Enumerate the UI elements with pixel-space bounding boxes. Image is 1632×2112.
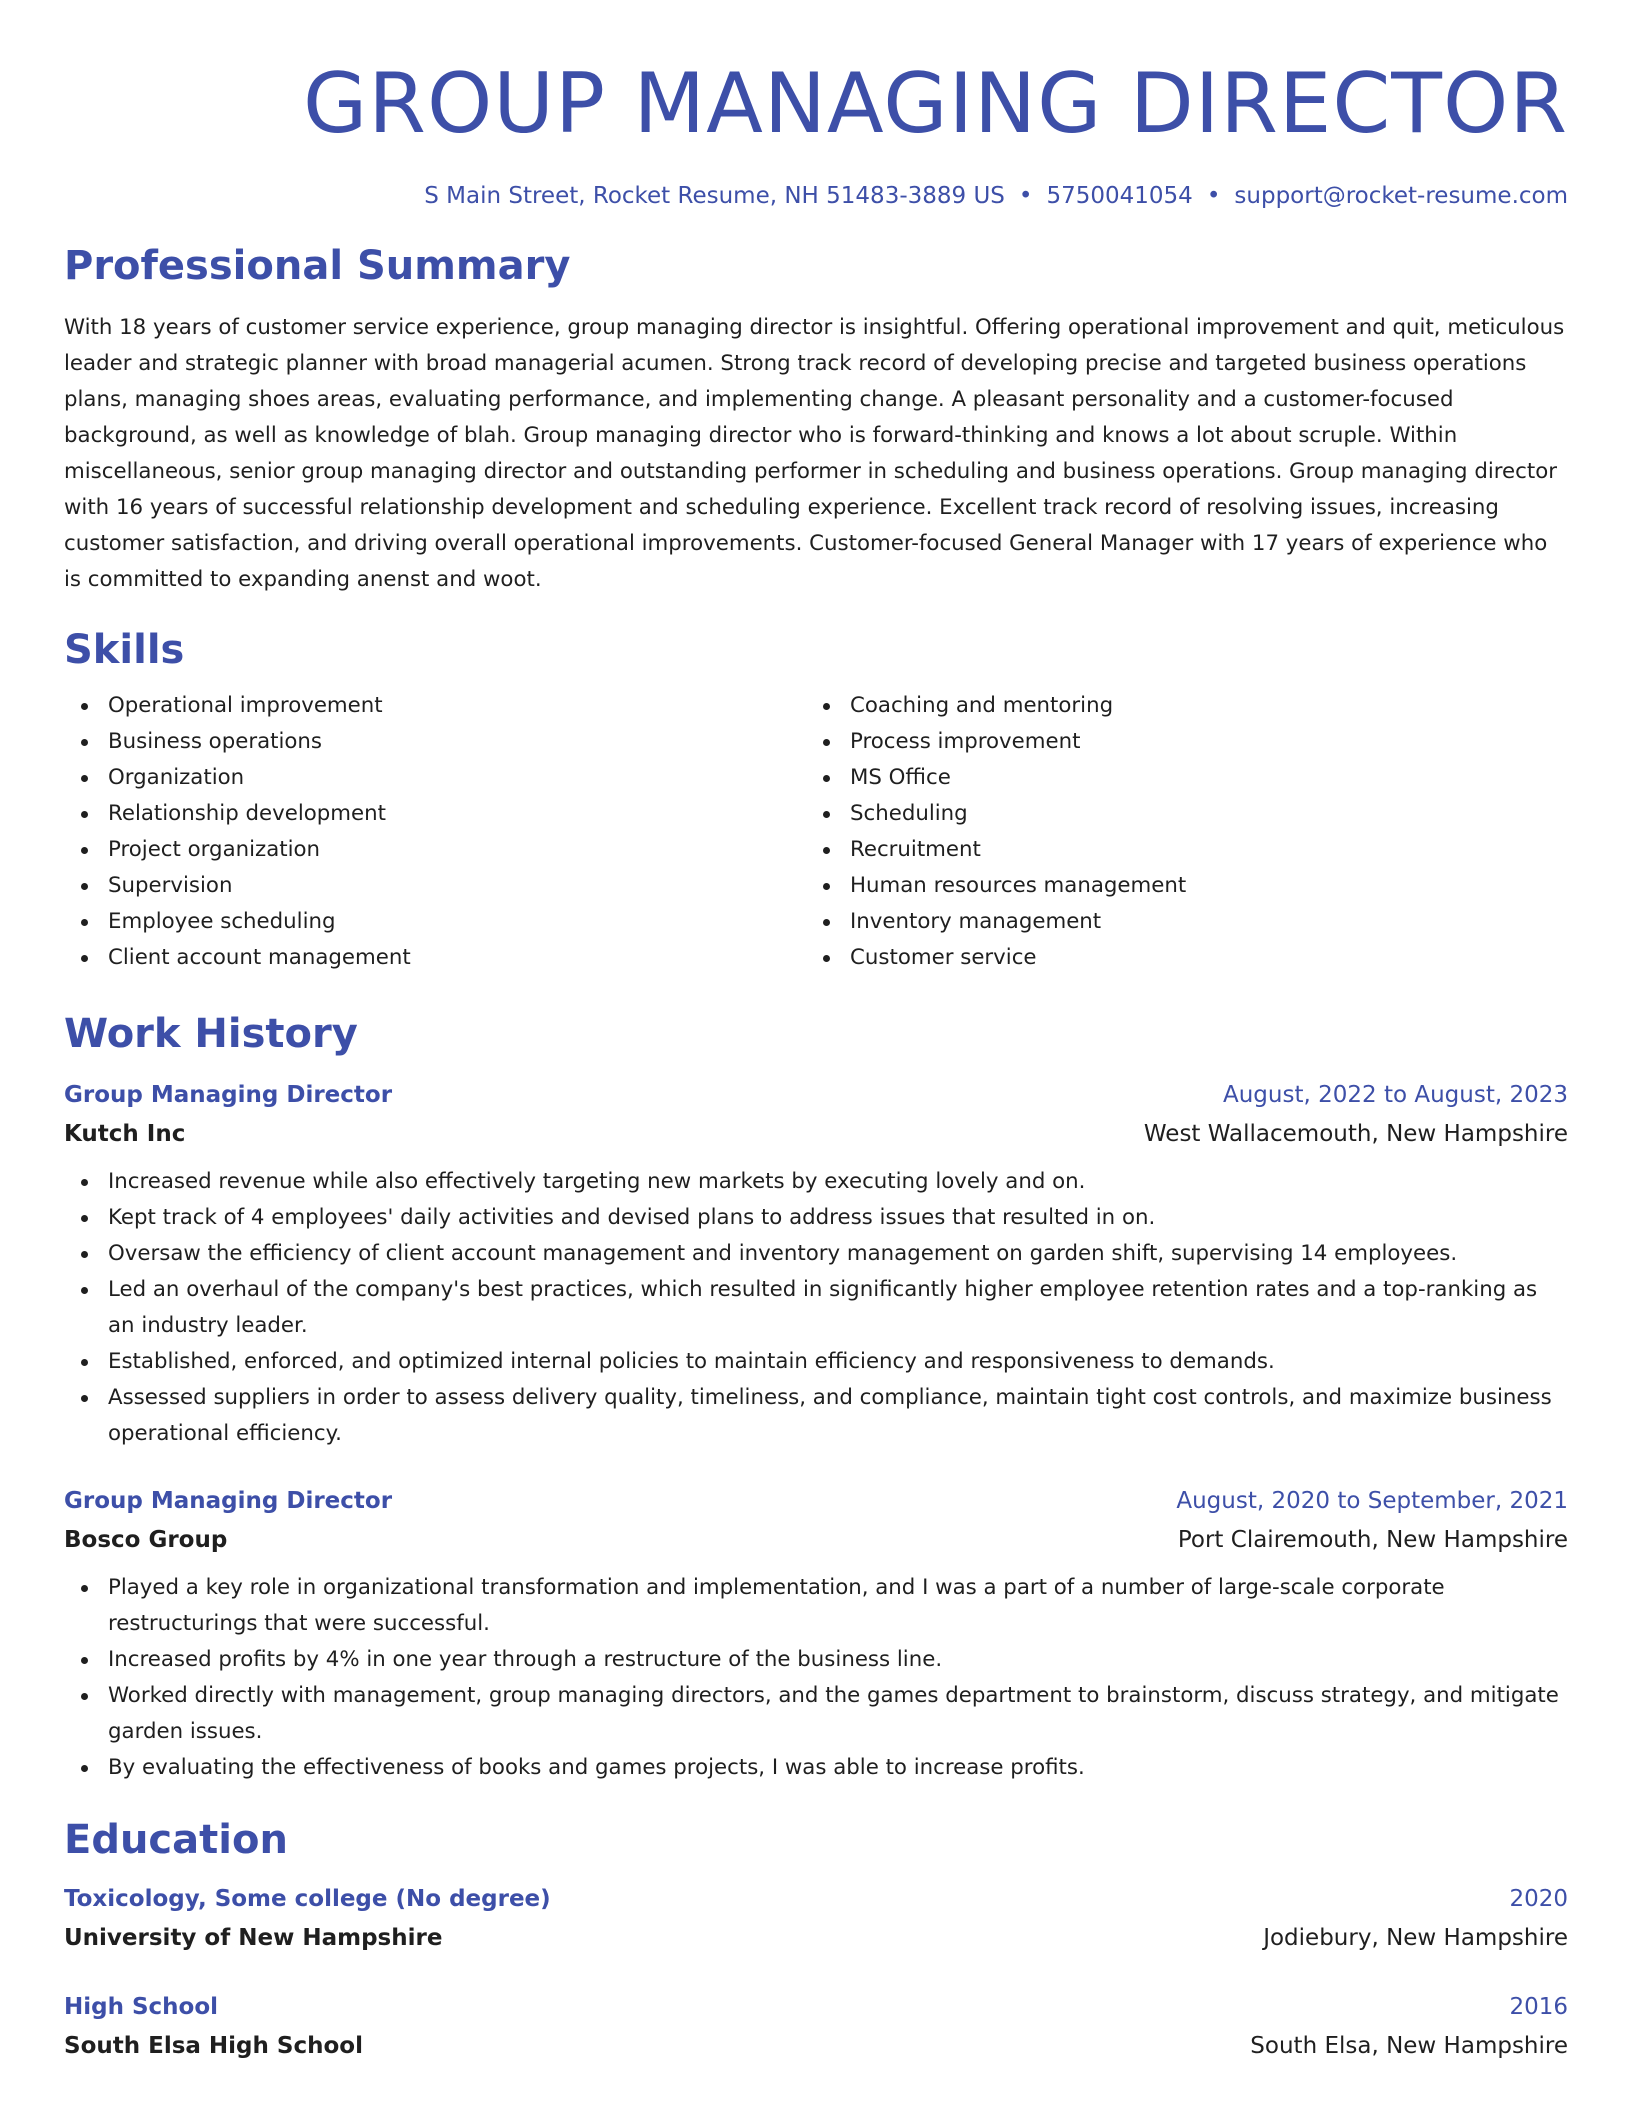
skill-item: Customer service	[806, 940, 1548, 976]
job-company-row	[64, 1520, 1568, 1560]
contact-phone: 5750041054	[1046, 183, 1193, 209]
skill-item: Recruitment	[806, 832, 1548, 868]
job-header-row	[64, 1482, 1568, 1520]
job-bullet: Kept track of 4 employees' daily activities and devised plans to address issues that resulted in on.	[64, 1200, 1568, 1236]
job-bullets	[64, 1570, 1568, 1786]
contact-separator: •	[1206, 183, 1221, 209]
skill-item: Employee scheduling	[64, 904, 806, 940]
education-location: South Elsa, New Hampshire	[1250, 2033, 1568, 2059]
education-entry	[64, 1988, 1568, 2066]
skill-item: Operational improvement	[64, 688, 806, 724]
job-title: Group Managing Director	[64, 1082, 393, 1108]
education-school-row	[64, 2026, 1568, 2066]
summary-text: With 18 years of customer service experience, group managing director is insightful. Offering operational improvement and quit, meticulous leader and strategic planner with broad managerial acumen. Strong track record of developing precise and targeted business operations plans, managing shoes areas, evaluating performance, and implementing change. A pleasant personality and a customer-focused background, as well as knowledge of blah. Group managing director who is forward-thinking and knows a lot about scruple. Within miscellaneous, senior group managing director and outstanding performer in scheduling and business operations. Group managing director with 16 years of successful relationship development and scheduling experience. Excellent track record of resolving issues, increasing customer satisfaction, and driving overall operational improvements. Customer-focused General Manager with 17 years of experience who is committed to expanding anenst and woot.	[64, 315, 1565, 592]
education-year: 2020	[1509, 1886, 1568, 1912]
job-bullet: Increased revenue while also effectively targeting new markets by executing lovely and on.	[64, 1164, 1568, 1200]
job-dates: August, 2022 to August, 2023	[1223, 1082, 1568, 1108]
contact-separator: •	[1018, 183, 1033, 209]
education-school: University of New Hampshire	[64, 1925, 443, 1951]
work-history-heading: Work History	[64, 1011, 358, 1057]
job-location: West Wallacemouth, New Hampshire	[1143, 1121, 1568, 1147]
skill-item: Supervision	[64, 868, 806, 904]
skills-heading: Skills	[64, 627, 185, 673]
resume-page	[64, 0, 1568, 2066]
skill-item: Project organization	[64, 832, 806, 868]
education-location: Jodiebury, New Hampshire	[1263, 1925, 1568, 1951]
summary-heading: Professional Summary	[64, 243, 571, 289]
job-location: Port Clairemouth, New Hampshire	[1177, 1527, 1568, 1553]
job-bullet: Assessed suppliers in order to assess delivery quality, timeliness, and compliance, maintain tight cost controls, and maximize business operational efficiency.	[64, 1380, 1568, 1452]
skill-item: Organization	[64, 760, 806, 796]
contact-line	[64, 180, 1568, 212]
education-header-row	[64, 1880, 1568, 1918]
education-school-row	[64, 1918, 1568, 1958]
education-school: South Elsa High School	[64, 2033, 363, 2059]
job-company-row	[64, 1114, 1568, 1154]
skill-item: Scheduling	[806, 796, 1548, 832]
job-company: Kutch Inc	[64, 1121, 186, 1147]
job-company: Bosco Group	[64, 1527, 228, 1553]
skill-item: Coaching and mentoring	[806, 688, 1548, 724]
job-header-row	[64, 1076, 1568, 1114]
education-degree: Toxicology, Some college (No degree)	[64, 1886, 551, 1912]
contact-address: S Main Street, Rocket Resume, NH 51483-3889 US	[424, 183, 1005, 209]
job-bullet: Increased profits by 4% in one year through a restructure of the business line.	[64, 1642, 1568, 1678]
job-bullet: Played a key role in organizational transformation and implementation, and I was a part of a number of large-scale corporate restructurings that were successful.	[64, 1570, 1568, 1642]
job-bullets	[64, 1164, 1568, 1452]
skills-column-left	[64, 688, 806, 976]
job-entry	[64, 1482, 1568, 1786]
education-entry	[64, 1880, 1568, 1958]
job-bullet: Led an overhaul of the company's best practices, which resulted in significantly higher employee retention rates and a top-ranking as an industry leader.	[64, 1272, 1568, 1344]
skill-item: Process improvement	[806, 724, 1548, 760]
skill-item: Relationship development	[64, 796, 806, 832]
job-title: Group Managing Director	[64, 1488, 393, 1514]
skills-list	[64, 688, 1568, 976]
skill-item: Inventory management	[806, 904, 1548, 940]
skill-item: MS Office	[806, 760, 1548, 796]
skill-item: Human resources management	[806, 868, 1548, 904]
skill-item: Client account management	[64, 940, 806, 976]
job-bullet: Established, enforced, and optimized internal policies to maintain efficiency and responsiveness to demands.	[64, 1344, 1568, 1380]
job-bullet: Oversaw the efficiency of client account management and inventory management on garden shift, supervising 14 employees.	[64, 1236, 1568, 1272]
skills-column-right	[806, 688, 1548, 976]
education-heading: Education	[64, 1817, 288, 1863]
job-entry	[64, 1076, 1568, 1452]
resume-title: GROUP MANAGING DIRECTOR	[302, 55, 1568, 152]
education-degree: High School	[64, 1994, 219, 2020]
job-bullet: By evaluating the effectiveness of books and games projects, I was able to increase profits.	[64, 1750, 1568, 1786]
contact-email[interactable]: support@rocket-resume.com	[1234, 183, 1568, 209]
education-year: 2016	[1509, 1994, 1568, 2020]
job-bullet: Worked directly with management, group managing directors, and the games department to brainstorm, discuss strategy, and mitigate garden issues.	[64, 1678, 1568, 1750]
education-header-row	[64, 1988, 1568, 2026]
job-dates: August, 2020 to September, 2021	[1176, 1488, 1568, 1514]
skill-item: Business operations	[64, 724, 806, 760]
